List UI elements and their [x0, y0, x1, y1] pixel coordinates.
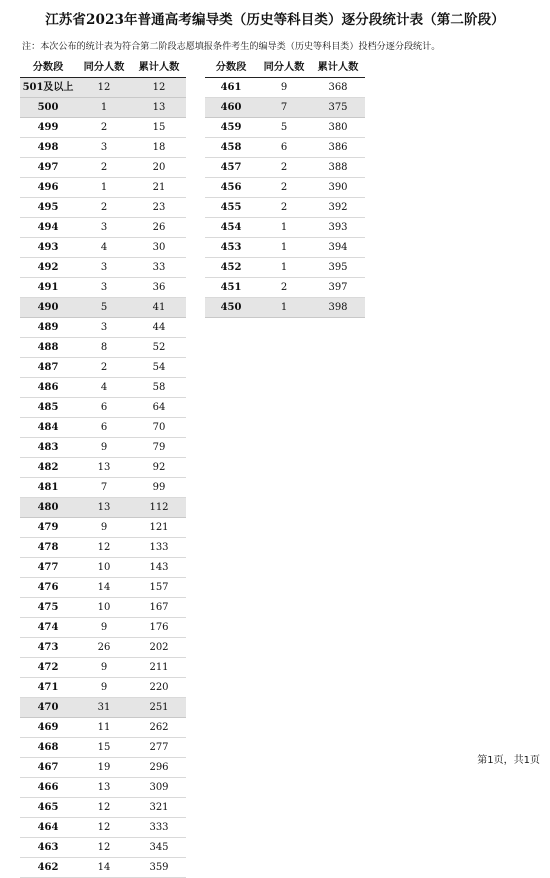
cell-count: 2 [76, 198, 132, 218]
cell-total: 23 [132, 198, 186, 218]
cell-count: 6 [76, 398, 132, 418]
cell-total: 202 [132, 638, 186, 658]
cell-score: 491 [20, 278, 76, 298]
table-row [205, 98, 365, 118]
header-total: 累计人数 [138, 62, 180, 73]
cell-score: 466 [20, 778, 76, 798]
cell-score: 476 [20, 578, 76, 598]
cell-score: 478 [20, 538, 76, 558]
cell-score: 470 [20, 698, 76, 718]
cell-count: 26 [76, 638, 132, 658]
cell-count: 13 [76, 778, 132, 798]
cell-count: 7 [76, 478, 132, 498]
cell-count: 10 [76, 598, 132, 618]
table-row [20, 318, 186, 338]
table-row [20, 378, 186, 398]
cell-total: 20 [132, 158, 186, 178]
cell-count: 19 [76, 758, 132, 778]
cell-score: 472 [20, 658, 76, 678]
cell-count: 3 [76, 318, 132, 338]
cell-score: 492 [20, 258, 76, 278]
table-row [20, 278, 186, 298]
cell-total: 44 [132, 318, 186, 338]
table-row [20, 418, 186, 438]
table-row [20, 838, 186, 858]
header-score: 分数段 [32, 62, 64, 73]
cell-total: 157 [132, 578, 186, 598]
cell-count: 12 [76, 818, 132, 838]
table-row [20, 458, 186, 478]
table-row [20, 718, 186, 738]
cell-count: 4 [76, 378, 132, 398]
cell-score: 490 [20, 298, 76, 318]
table-row [20, 578, 186, 598]
cell-count: 9 [76, 678, 132, 698]
cell-total: 33 [132, 258, 186, 278]
cell-total: 26 [132, 218, 186, 238]
cell-count: 2 [257, 158, 311, 178]
cell-score: 488 [20, 338, 76, 358]
table-row [205, 78, 365, 98]
cell-total: 70 [132, 418, 186, 438]
cell-total: 309 [132, 778, 186, 798]
cell-count: 12 [76, 78, 132, 98]
cell-count: 3 [76, 218, 132, 238]
cell-total: 393 [311, 218, 365, 238]
table-row [20, 138, 186, 158]
table-row [20, 178, 186, 198]
cell-total: 64 [132, 398, 186, 418]
cell-total: 262 [132, 718, 186, 738]
cell-score: 499 [20, 118, 76, 138]
cell-total: 386 [311, 138, 365, 158]
table-row [205, 278, 365, 298]
cell-score: 481 [20, 478, 76, 498]
cell-total: 54 [132, 358, 186, 378]
cell-score: 483 [20, 438, 76, 458]
table-row [20, 818, 186, 838]
cell-score: 482 [20, 458, 76, 478]
cell-count: 10 [76, 558, 132, 578]
cell-total: 18 [132, 138, 186, 158]
table-row [20, 198, 186, 218]
cell-score: 486 [20, 378, 76, 398]
cell-count: 9 [257, 78, 311, 98]
cell-score: 501及以上 [20, 78, 76, 98]
cell-total: 392 [311, 198, 365, 218]
table-row [20, 518, 186, 538]
table-row [20, 338, 186, 358]
header-score: 分数段 [215, 62, 247, 73]
cell-count: 9 [76, 438, 132, 458]
table-row [20, 858, 186, 878]
cell-score: 460 [205, 98, 257, 118]
cell-total: 397 [311, 278, 365, 298]
cell-count: 2 [76, 158, 132, 178]
table-row [20, 158, 186, 178]
table-row [20, 738, 186, 758]
cell-score: 454 [205, 218, 257, 238]
cell-total: 296 [132, 758, 186, 778]
cell-score: 495 [20, 198, 76, 218]
cell-score: 452 [205, 258, 257, 278]
cell-total: 99 [132, 478, 186, 498]
header-count: 同分人数 [263, 62, 305, 73]
table-row [20, 698, 186, 718]
cell-total: 41 [132, 298, 186, 318]
score-table-right [205, 58, 365, 318]
header-total: 累计人数 [317, 62, 359, 73]
cell-count: 2 [257, 198, 311, 218]
cell-total: 79 [132, 438, 186, 458]
cell-total: 321 [132, 798, 186, 818]
cell-count: 14 [76, 858, 132, 878]
cell-total: 58 [132, 378, 186, 398]
cell-total: 359 [132, 858, 186, 878]
table-row [205, 178, 365, 198]
cell-count: 13 [76, 498, 132, 518]
cell-count: 1 [76, 178, 132, 198]
cell-count: 6 [76, 418, 132, 438]
table-row [20, 658, 186, 678]
cell-score: 487 [20, 358, 76, 378]
cell-total: 13 [132, 98, 186, 118]
table-row [205, 258, 365, 278]
cell-count: 1 [76, 98, 132, 118]
cell-total: 375 [311, 98, 365, 118]
cell-score: 480 [20, 498, 76, 518]
cell-score: 469 [20, 718, 76, 738]
cell-total: 12 [132, 78, 186, 98]
table-row [205, 138, 365, 158]
cell-total: 211 [132, 658, 186, 678]
table-row [205, 298, 365, 318]
cell-count: 6 [257, 138, 311, 158]
cell-count: 12 [76, 538, 132, 558]
cell-total: 121 [132, 518, 186, 538]
cell-total: 15 [132, 118, 186, 138]
cell-score: 464 [20, 818, 76, 838]
cell-score: 473 [20, 638, 76, 658]
cell-count: 1 [257, 238, 311, 258]
table-row [20, 798, 186, 818]
cell-total: 395 [311, 258, 365, 278]
cell-count: 2 [76, 118, 132, 138]
table-row [20, 218, 186, 238]
cell-count: 1 [257, 258, 311, 278]
cell-count: 11 [76, 718, 132, 738]
cell-score: 494 [20, 218, 76, 238]
table-row [205, 238, 365, 258]
cell-score: 496 [20, 178, 76, 198]
cell-total: 345 [132, 838, 186, 858]
cell-count: 2 [76, 358, 132, 378]
table-row [20, 598, 186, 618]
cell-score: 475 [20, 598, 76, 618]
cell-score: 493 [20, 238, 76, 258]
cell-count: 7 [257, 98, 311, 118]
cell-count: 12 [76, 798, 132, 818]
table-row [20, 638, 186, 658]
cell-score: 474 [20, 618, 76, 638]
table-row [20, 498, 186, 518]
cell-score: 458 [205, 138, 257, 158]
cell-score: 457 [205, 158, 257, 178]
page-title: 江苏省2023年普通高考编导类（历史等科目类）逐分段统计表（第二阶段） [45, 12, 505, 28]
header-count: 同分人数 [83, 62, 125, 73]
cell-score: 465 [20, 798, 76, 818]
cell-score: 468 [20, 738, 76, 758]
cell-count: 9 [76, 658, 132, 678]
cell-count: 4 [76, 238, 132, 258]
table-header [205, 58, 365, 78]
cell-total: 36 [132, 278, 186, 298]
cell-count: 13 [76, 458, 132, 478]
cell-count: 9 [76, 618, 132, 638]
cell-total: 112 [132, 498, 186, 518]
cell-score: 489 [20, 318, 76, 338]
cell-total: 380 [311, 118, 365, 138]
cell-total: 390 [311, 178, 365, 198]
table-row [20, 298, 186, 318]
table-row [20, 438, 186, 458]
table-row [20, 778, 186, 798]
table-row [20, 758, 186, 778]
cell-total: 176 [132, 618, 186, 638]
cell-score: 451 [205, 278, 257, 298]
table-row [20, 558, 186, 578]
cell-score: 450 [205, 298, 257, 318]
cell-count: 3 [76, 278, 132, 298]
cell-score: 462 [20, 858, 76, 878]
cell-count: 3 [76, 138, 132, 158]
table-row [20, 118, 186, 138]
cell-total: 92 [132, 458, 186, 478]
cell-count: 3 [76, 258, 132, 278]
table-row [20, 478, 186, 498]
table-row [20, 678, 186, 698]
table-row [20, 358, 186, 378]
cell-total: 167 [132, 598, 186, 618]
table-row [20, 258, 186, 278]
cell-total: 133 [132, 538, 186, 558]
cell-score: 461 [205, 78, 257, 98]
cell-total: 21 [132, 178, 186, 198]
cell-count: 8 [76, 338, 132, 358]
cell-count: 2 [257, 178, 311, 198]
cell-count: 5 [76, 298, 132, 318]
cell-total: 30 [132, 238, 186, 258]
cell-count: 1 [257, 298, 311, 318]
cell-score: 500 [20, 98, 76, 118]
cell-total: 220 [132, 678, 186, 698]
page-footer: 第1页，共1页 [477, 755, 540, 766]
cell-count: 5 [257, 118, 311, 138]
cell-score: 456 [205, 178, 257, 198]
cell-total: 368 [311, 78, 365, 98]
cell-total: 277 [132, 738, 186, 758]
cell-score: 471 [20, 678, 76, 698]
cell-count: 1 [257, 218, 311, 238]
table-row [205, 118, 365, 138]
table-row [20, 618, 186, 638]
cell-score: 463 [20, 838, 76, 858]
cell-count: 31 [76, 698, 132, 718]
cell-total: 52 [132, 338, 186, 358]
cell-total: 143 [132, 558, 186, 578]
cell-score: 479 [20, 518, 76, 538]
table-row [20, 398, 186, 418]
cell-total: 388 [311, 158, 365, 178]
table-row [20, 98, 186, 118]
cell-score: 467 [20, 758, 76, 778]
cell-total: 394 [311, 238, 365, 258]
cell-score: 484 [20, 418, 76, 438]
table-row [205, 218, 365, 238]
cell-score: 477 [20, 558, 76, 578]
score-table-left [20, 58, 186, 878]
cell-score: 485 [20, 398, 76, 418]
cell-score: 459 [205, 118, 257, 138]
table-note: 注：本次公布的统计表为符合第二阶段志愿填报条件考生的编导类（历史等科目类）投档分逐分段统计。 [22, 42, 441, 52]
table-row [20, 238, 186, 258]
cell-total: 251 [132, 698, 186, 718]
cell-count: 12 [76, 838, 132, 858]
table-row [205, 158, 365, 178]
cell-count: 14 [76, 578, 132, 598]
table-row [205, 198, 365, 218]
cell-total: 333 [132, 818, 186, 838]
cell-score: 453 [205, 238, 257, 258]
table-row [20, 538, 186, 558]
table-row [20, 78, 186, 98]
cell-count: 9 [76, 518, 132, 538]
cell-score: 455 [205, 198, 257, 218]
cell-count: 15 [76, 738, 132, 758]
table-header [20, 58, 186, 78]
cell-count: 2 [257, 278, 311, 298]
cell-total: 398 [311, 298, 365, 318]
cell-score: 498 [20, 138, 76, 158]
cell-score: 497 [20, 158, 76, 178]
